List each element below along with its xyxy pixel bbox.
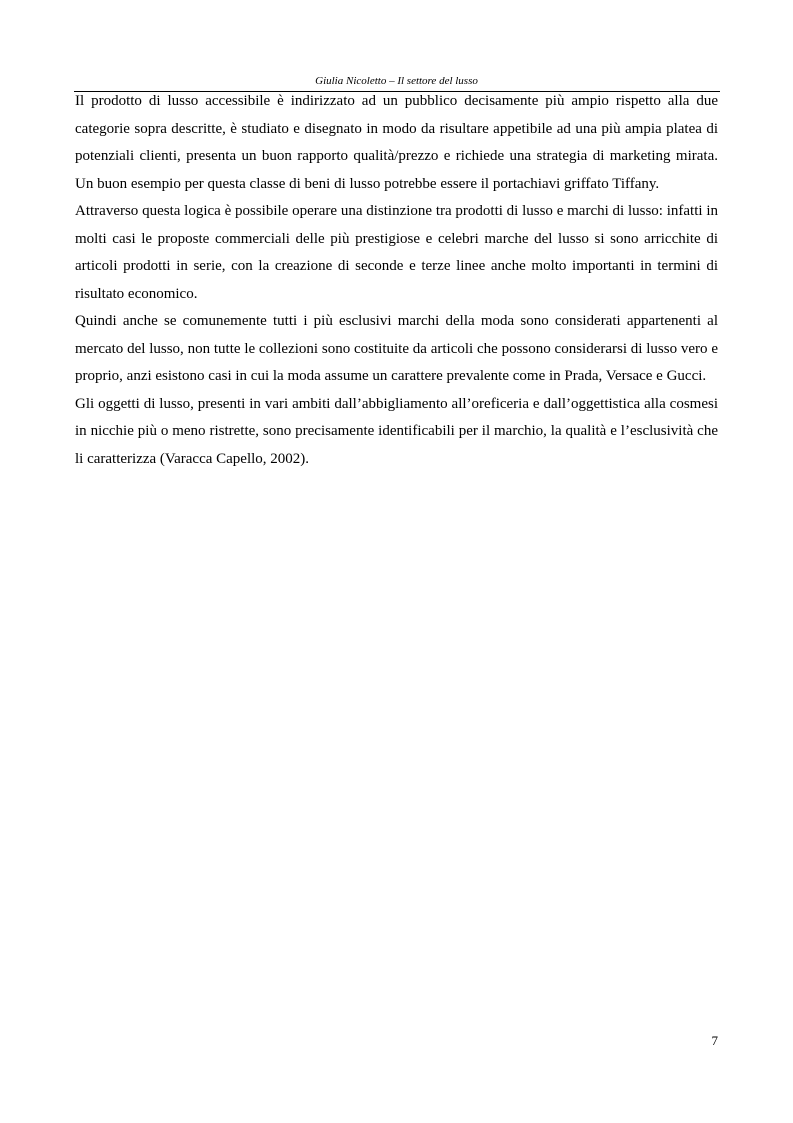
paragraph-brands-distinction: Attraverso questa logica è possibile operare una distinzione tra prodotti di lusso e marchi di lusso: infatti in molti casi le proposte commerciali delle più prestigiose e celebri marche del lusso si sono arricchite di articoli prodotti in serie, con la creazione di seconde e terze linee anche molto importanti in termini di risultato economico.: [75, 203, 718, 302]
page-number: 7: [711, 1033, 718, 1048]
paragraph-accessible-luxury: Il prodotto di lusso accessibile è indirizzato ad un pubblico decisamente più ampio rispetto alla due categorie sopra descritte, è studiato e disegnato in modo da risultare appetibile ad una più ampia platea di potenziali clienti, presenta un buon rapporto qualità/prezzo e richiede una strategia di marketing mirata. Un buon esempio per questa classe di beni di lusso potrebbe essere il portachiavi griffato Tiffany.: [75, 93, 718, 192]
paragraph-luxury-objects: Gli oggetti di lusso, presenti in vari ambiti dall’abbigliamento all’oreficeria e dall’oggettistica alla cosmesi in nicchie più o meno ristrette, sono precisamente identificabili per il marchio, la qualità e l’esclusività che li caratterizza (Varacca Capello, 2002).: [75, 395, 718, 467]
paragraph-fashion-collections: Quindi anche se comunemente tutti i più esclusivi marchi della moda sono considerati appartenenti al mercato del lusso, non tutte le collezioni sono costituite da articoli che possono considerarsi di lusso vero e proprio, anzi esistono casi in cui la moda assume un carattere prevalente come in Prada, Versace e Gucci.: [75, 313, 718, 384]
body-text: [75, 88, 718, 473]
running-header: Giulia Nicoletto – Il settore del lusso: [315, 75, 478, 87]
